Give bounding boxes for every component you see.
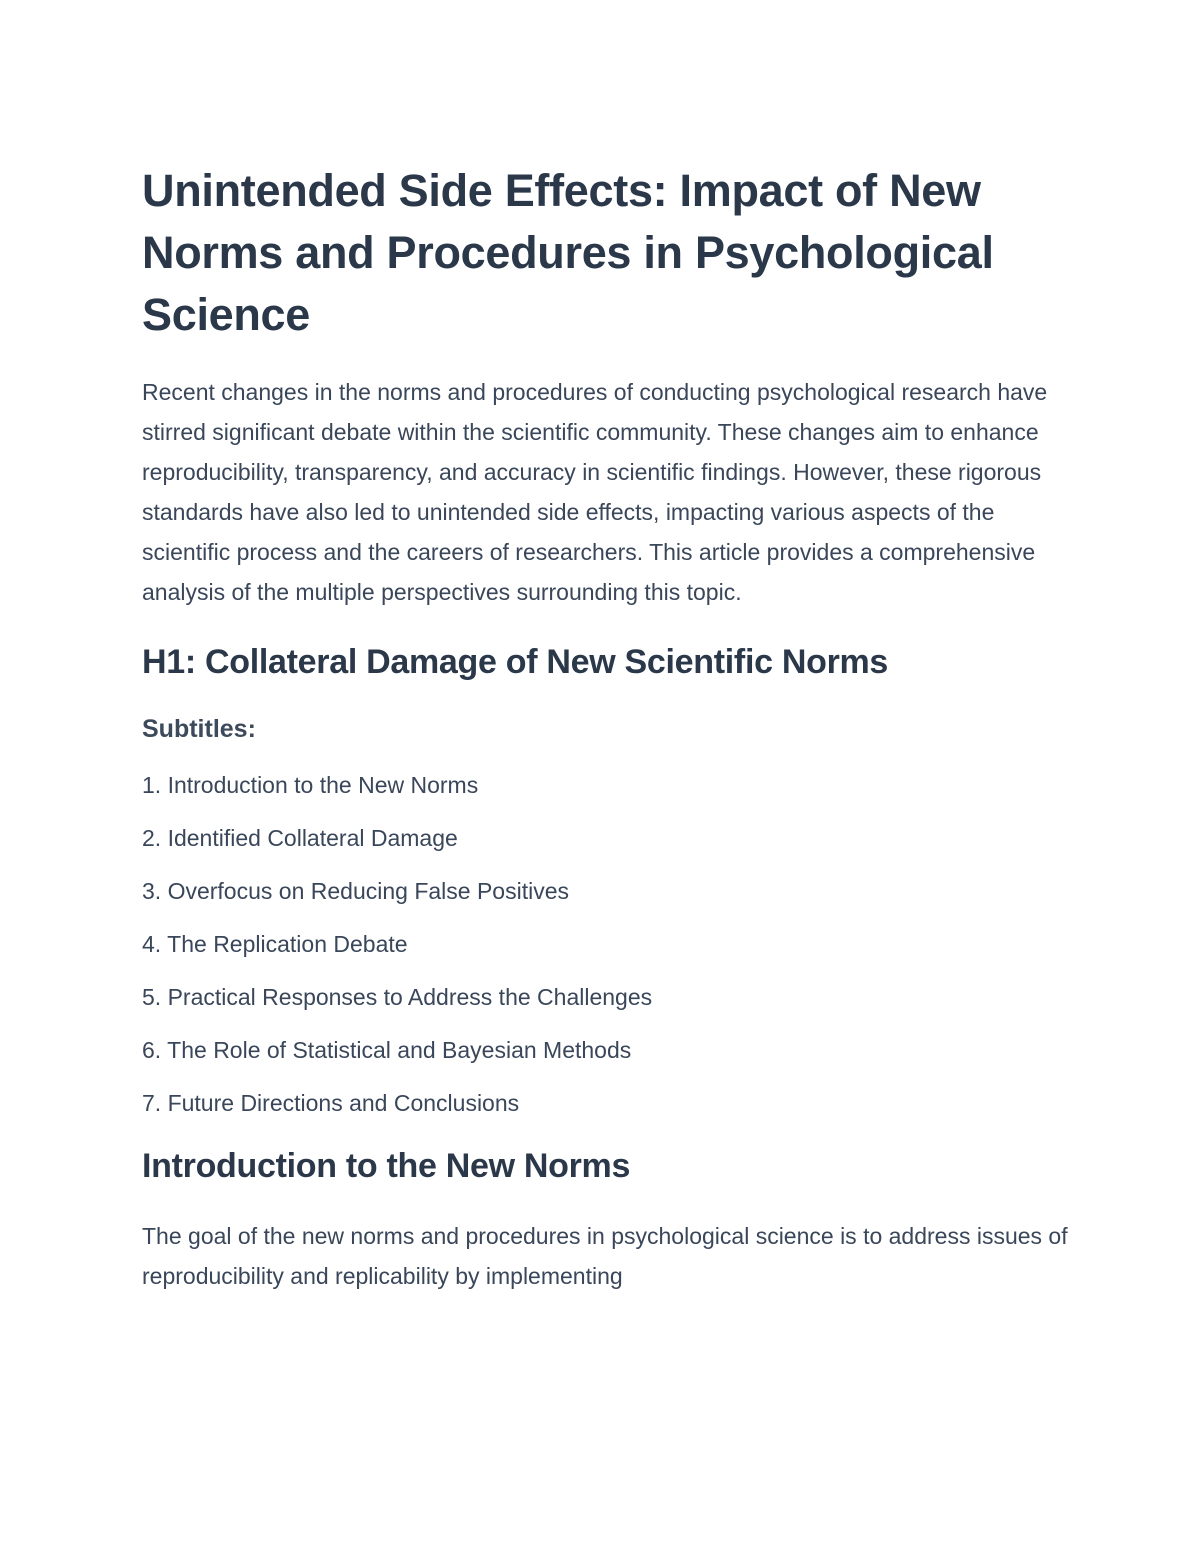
list-item xyxy=(142,874,1072,908)
list-item-number: 1. xyxy=(142,772,162,798)
list-item xyxy=(142,1033,1072,1067)
subtitles-label: Subtitles: xyxy=(142,715,256,743)
list-item-number: 2. xyxy=(142,825,162,851)
list-item-text: Overfocus on Reducing False Positives xyxy=(167,878,569,904)
list-item-text: Introduction to the New Norms xyxy=(167,772,479,798)
list-item-number: 3. xyxy=(142,878,162,904)
list-item xyxy=(142,980,1072,1014)
section-heading-introduction: Introduction to the New Norms xyxy=(142,1147,631,1185)
list-item-number: 7. xyxy=(142,1090,162,1116)
section-heading-collateral-damage: H1: Collateral Damage of New Scientific Norms xyxy=(142,643,889,681)
list-item-text: Practical Responses to Address the Challenges xyxy=(167,984,653,1010)
list-item xyxy=(142,768,1072,802)
intro-paragraph: Recent changes in the norms and procedures of conducting psychological research have stirred significant debate within the scientific community. These changes aim to enhance reproducibility, transparency, and accuracy in scientific findings. However, these rigorous standards have also led to unintended side effects, impacting various aspects of the scientific process and the careers of researchers. This article provides a comprehensive analysis of the multiple perspectives surrounding this topic. xyxy=(142,379,1048,605)
list-item xyxy=(142,927,1072,961)
list-item-text: Future Directions and Conclusions xyxy=(167,1090,520,1116)
list-item-text: The Replication Debate xyxy=(167,931,408,957)
list-item-text: The Role of Statistical and Bayesian Methods xyxy=(167,1037,632,1063)
introduction-paragraph: The goal of the new norms and procedures in psychological science is to address issues of reproducibility and replicability by implementing xyxy=(142,1223,1068,1289)
document-title: Unintended Side Effects: Impact of New Norms and Procedures in Psychological Science xyxy=(142,165,994,340)
document-page xyxy=(142,160,1072,1296)
list-item-number: 5. xyxy=(142,984,162,1010)
list-item-number: 4. xyxy=(142,931,162,957)
list-item xyxy=(142,1086,1072,1120)
subtitles-list xyxy=(142,768,1072,1120)
list-item-text: Identified Collateral Damage xyxy=(167,825,458,851)
list-item-number: 6. xyxy=(142,1037,162,1063)
list-item xyxy=(142,821,1072,855)
